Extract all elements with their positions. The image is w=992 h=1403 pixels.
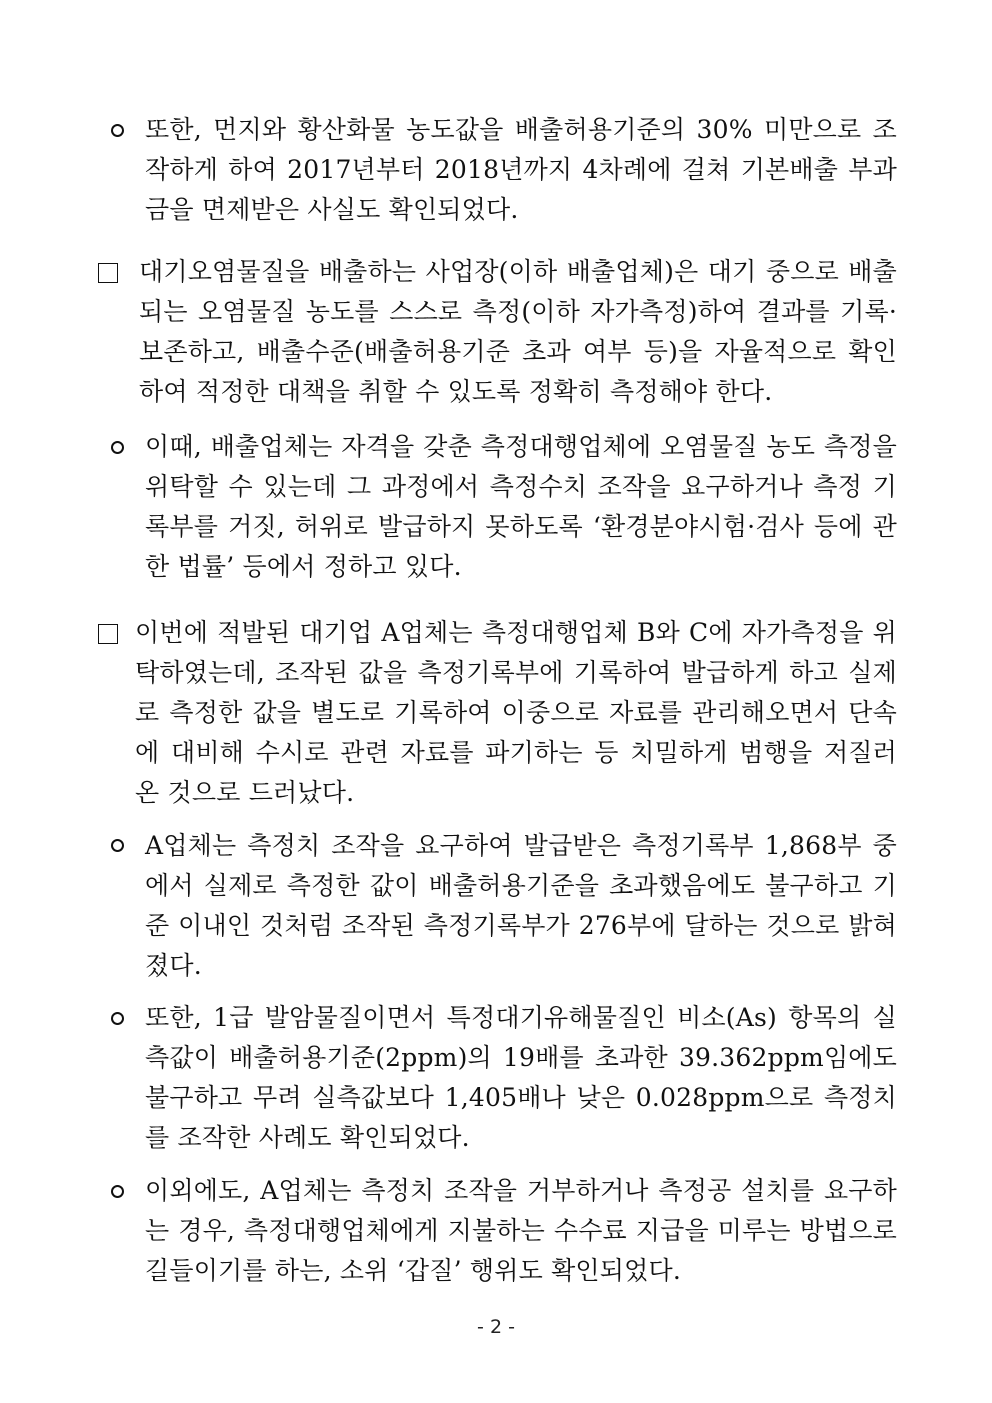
circle-bullet-icon (111, 124, 124, 137)
paragraph-company-a-violation (135, 613, 897, 813)
paragraph-text: 이번에 적발된 대기업 A업체는 측정대행업체 B와 C에 자가측정을 위탁하였는데, 조작된 값을 측정기록부에 기록하여 발급하게 하고 실제로 측정한 값을 별도로 기록하여 이중으로 자료를 관리해오면서 단속에 대비해 수시로 관련 자료를 파기하는 등 치밀하게 범행을 저질러 온 것으로 드러났다. (135, 618, 897, 807)
paragraph-self-measurement (139, 252, 897, 412)
paragraph-manipulated-records (145, 826, 897, 986)
page-number: - 2 - (477, 1316, 515, 1338)
square-bullet-icon (98, 263, 118, 283)
circle-bullet-icon (111, 441, 124, 454)
paragraph-arsenic-case (145, 998, 897, 1158)
paragraph-text: 또한, 먼지와 황산화물 농도값을 배출허용기준의 30% 미만으로 조작하게 하여 2017년부터 2018년까지 4차례에 걸쳐 기본배출 부과금을 면제받은 사실도 확인되었다. (145, 115, 897, 224)
paragraph-consignment-law (145, 427, 897, 587)
paragraph-text: 이때, 배출업체는 자격을 갖춘 측정대행업체에 오염물질 농도 측정을 위탁할 수 있는데 그 과정에서 측정수치 조작을 요구하거나 측정 기록부를 거짓, 허위로 발급하지 못하도록 ‘환경분야시험·검사 등에 관한 법률’ 등에서 정하고 있다. (145, 432, 897, 581)
paragraph-text: 이외에도, A업체는 측정치 조작을 거부하거나 측정공 설치를 요구하는 경우, 측정대행업체에게 지불하는 수수료 지급을 미루는 방법으로 길들이기를 하는, 소위 ‘갑질’ 행위도 확인되었다. (145, 1176, 897, 1285)
circle-bullet-icon (111, 839, 124, 852)
paragraph-text: A업체는 측정치 조작을 요구하여 발급받은 측정기록부 1,868부 중에서 실제로 측정한 값이 배출허용기준을 초과했음에도 불구하고 기준 이내인 것처럼 조작된 측정기록부가 276부에 달하는 것으로 밝혀졌다. (145, 831, 897, 980)
circle-bullet-icon (111, 1012, 124, 1025)
paragraph-text: 또한, 1급 발암물질이면서 특정대기유해물질인 비소(As) 항목의 실측값이 배출허용기준(2ppm)의 19배를 초과한 39.362ppm임에도 불구하고 무려 실측값보다 1,405배나 낮은 0.028ppm으로 측정치를 조작한 사례도 확인되었다. (145, 1003, 897, 1152)
paragraph-gapjil-behavior (145, 1171, 897, 1291)
square-bullet-icon (98, 624, 118, 644)
paragraph-text: 대기오염물질을 배출하는 사업장(이하 배출업체)은 대기 중으로 배출되는 오염물질 농도를 스스로 측정(이하 자가측정)하여 결과를 기록·보존하고, 배출수준(배출허용기준 초과 여부 등)을 자율적으로 확인하여 적정한 대책을 취할 수 있도록 정확히 측정해야 한다. (139, 257, 897, 406)
circle-bullet-icon (111, 1185, 124, 1198)
paragraph-dust-sulfur-exemption (145, 110, 897, 230)
